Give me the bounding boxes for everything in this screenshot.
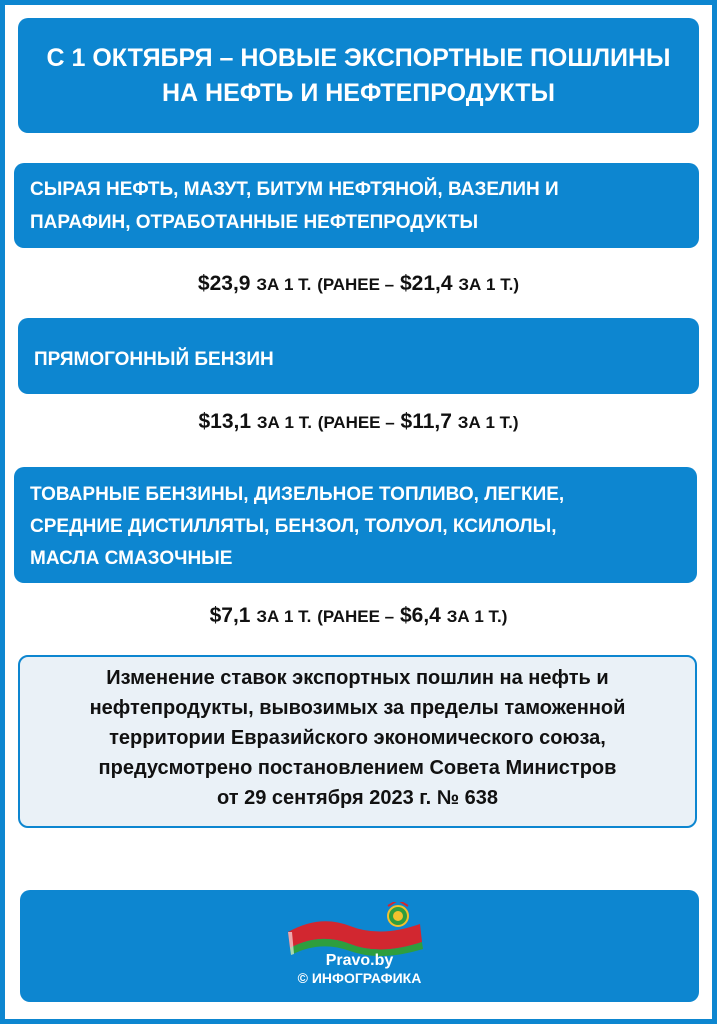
category-commercial-gasoline: [14, 467, 697, 583]
page-title: [18, 18, 699, 133]
price-value: $13,1: [198, 410, 252, 433]
note-line: нефтепродукты, вывозимых за пределы таможенной: [89, 697, 626, 719]
note-line: предусмотрено постановлением Совета Министров: [98, 757, 617, 779]
legal-note: [18, 655, 697, 828]
title-line-2: НА НЕФТЬ И НЕФТЕПРОДУКТЫ: [161, 78, 556, 107]
brand-subtitle: © ИНФОГРАФИКА: [297, 970, 422, 986]
footer: [20, 890, 699, 1002]
category-line: МАСЛА СМАЗОЧНЫЕ: [30, 548, 233, 569]
category-line: ПАРАФИН, ОТРАБОТАННЫЕ НЕФТЕПРОДУКТЫ: [30, 212, 479, 233]
category-crude-oil: [14, 163, 699, 248]
price-unit: ЗА 1 Т.: [256, 413, 312, 432]
note-line: Изменение ставок экспортных пошлин на нефть и: [106, 667, 609, 689]
price-crude-oil: [0, 272, 717, 296]
price-unit: ЗА 1 Т.: [256, 275, 312, 294]
price-before-label: (РАНЕЕ –: [317, 413, 395, 432]
price-before-value: $21,4: [399, 272, 453, 295]
brand-name: Pravo.by: [325, 952, 394, 969]
price-value: $23,9: [197, 272, 251, 295]
note-line: территории Евразийского экономического союза,: [109, 727, 606, 749]
price-before-value: $11,7: [400, 410, 452, 433]
price-before-label: (РАНЕЕ –: [317, 607, 395, 626]
category-line: СРЕДНИЕ ДИСТИЛЛЯТЫ, БЕНЗОЛ, ТОЛУОЛ, КСИЛОЛЫ,: [30, 516, 557, 537]
price-before-unit: ЗА 1 Т.): [446, 607, 508, 626]
price-unit: ЗА 1 Т.: [256, 607, 312, 626]
title-line-1: С 1 ОКТЯБРЯ – НОВЫЕ ЭКСПОРТНЫЕ ПОШЛИНЫ: [46, 43, 671, 72]
category-line: ПРЯМОГОННЫЙ БЕНЗИН: [34, 348, 274, 370]
category-straight-run-gasoline: [18, 318, 699, 394]
price-before-unit: ЗА 1 Т.): [458, 275, 520, 294]
price-before-label: (РАНЕЕ –: [317, 275, 395, 294]
category-line: ТОВАРНЫЕ БЕНЗИНЫ, ДИЗЕЛЬНОЕ ТОПЛИВО, ЛЕГКИЕ,: [30, 484, 565, 505]
price-before-unit: ЗА 1 Т.): [457, 413, 519, 432]
price-before-value: $6,4: [399, 604, 441, 627]
note-line: от 29 сентября 2023 г. № 638: [217, 787, 498, 809]
price-straight-run-gasoline: [0, 410, 717, 434]
price-commercial-gasoline: [0, 604, 717, 628]
price-value: $7,1: [209, 604, 251, 627]
category-line: СЫРАЯ НЕФТЬ, МАЗУТ, БИТУМ НЕФТЯНОЙ, ВАЗЕЛИН И: [30, 179, 559, 200]
